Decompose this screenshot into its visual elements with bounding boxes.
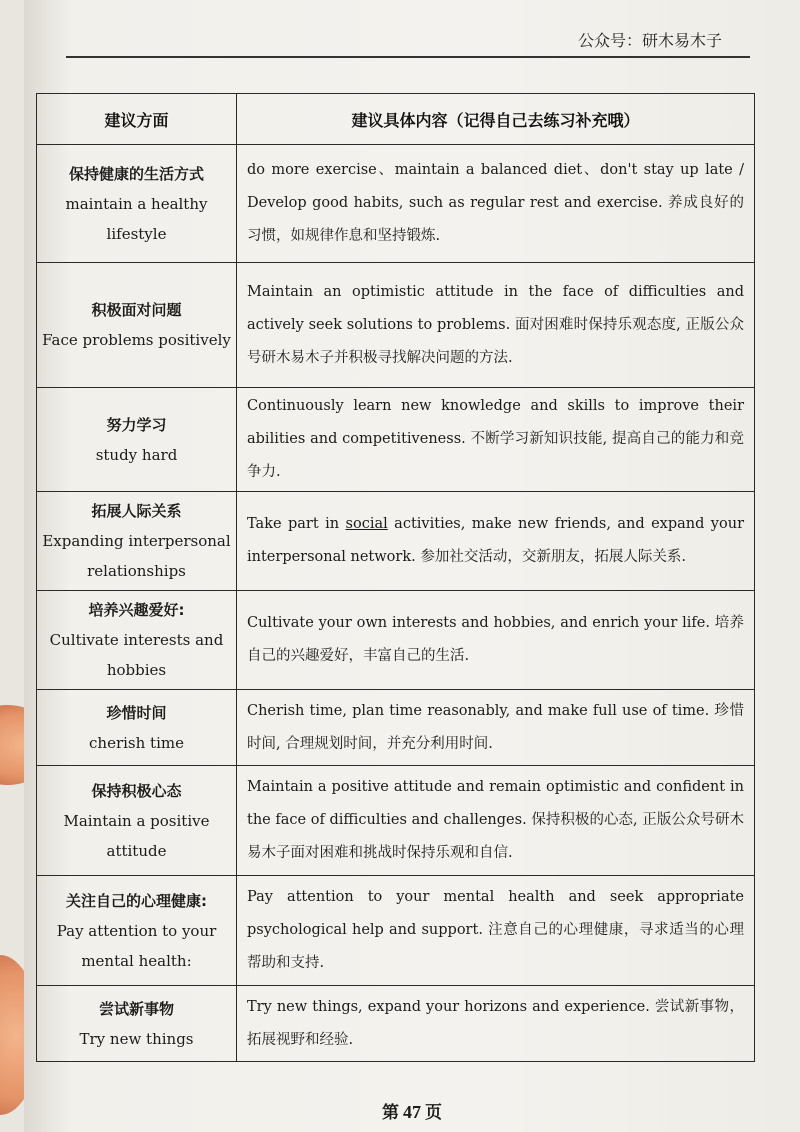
aspect-cell	[37, 766, 237, 876]
table-row	[37, 766, 755, 876]
aspect-en: Pay attention to your mental health:	[56, 921, 217, 970]
aspect-cell	[37, 591, 237, 690]
aspect-zh: 尝试新事物	[98, 999, 174, 1018]
advice-content: Pay attention to your mental health and seek appropriate psychological help and support. 注意自己的心理健康，寻求适当的心理帮助和支持.	[237, 876, 755, 986]
aspect-en: cherish time	[89, 733, 184, 752]
aspect-cell	[37, 986, 237, 1062]
table-row	[37, 986, 755, 1062]
page-prefix: 第	[382, 1103, 399, 1123]
advice-text: Take part in	[247, 516, 346, 532]
table-row	[37, 145, 755, 263]
advice-content: do more exercise、maintain a balanced diet、don't stay up late / Develop good habits, such as regular rest and exercise. 养成良好的习惯，如规律作息和坚持锻炼.	[237, 145, 755, 263]
aspect-zh: 拓展人际关系	[91, 502, 182, 520]
aspect-cell	[37, 145, 237, 263]
aspect-zh: 保持积极心态	[91, 781, 182, 800]
aspect-zh: 保持健康的生活方式	[68, 164, 204, 183]
page-suffix: 页	[425, 1103, 442, 1123]
aspect-cell	[37, 690, 237, 766]
table-row	[37, 388, 755, 492]
page-header: 公众号：研木易木子	[577, 31, 722, 50]
aspect-zh: 珍惜时间	[106, 703, 167, 722]
advice-content: Cherish time, plan time reasonably, and make full use of time. 珍惜时间, 合理规划时间，并充分利用时间.	[237, 690, 755, 766]
header-divider	[66, 56, 750, 58]
advice-content: Maintain an optimistic attitude in the face of difficulties and actively seek solutions to problems. 面对困难时保持乐观态度, 正版公众号研木易木子并积极寻找解决问题的方法.	[237, 263, 755, 388]
table-row	[37, 591, 755, 690]
advice-table	[36, 93, 755, 1062]
column-header-aspect: 建议方面	[37, 94, 237, 145]
table-row	[37, 876, 755, 986]
aspect-en: maintain a healthy lifestyle	[65, 194, 208, 243]
table-row	[37, 492, 755, 591]
advice-content	[237, 492, 755, 591]
table-row	[37, 690, 755, 766]
page-number	[24, 1098, 800, 1123]
advice-content: Cultivate your own interests and hobbies, and enrich your life. 培养自己的兴趣爱好，丰富自己的生活.	[237, 591, 755, 690]
aspect-cell	[37, 876, 237, 986]
advice-text: activities, make new friends, and expand your interpersonal network. 参加社交活动，交新朋友，拓展人际关系.	[247, 516, 744, 565]
aspect-en: Expanding interpersonal relationships	[42, 532, 231, 580]
aspect-zh: 积极面对问题	[91, 301, 182, 319]
aspect-cell	[37, 263, 237, 388]
aspect-zh: 努力学习	[106, 415, 167, 434]
table-row	[37, 263, 755, 388]
aspect-cell	[37, 388, 237, 492]
aspect-zh: 关注自己的心理健康:	[66, 891, 207, 910]
table-header-row	[37, 94, 755, 145]
page-num: 47	[403, 1102, 421, 1122]
aspect-en: Maintain a positive attitude	[63, 811, 210, 860]
aspect-en: Face problems positively	[42, 331, 231, 349]
aspect-zh: 培养兴趣爱好:	[88, 601, 185, 619]
advice-content: Maintain a positive attitude and remain optimistic and confident in the face of difficulties and challenges. 保持积极的心态, 正版公众号研木易木子面对困难和挑战时保持乐观和自信.	[237, 766, 755, 876]
aspect-en: Try new things	[79, 1029, 194, 1048]
advice-content: Try new things, expand your horizons and experience. 尝试新事物，拓展视野和经验.	[237, 986, 755, 1062]
advice-content: Continuously learn new knowledge and skills to improve their abilities and competitiveness. 不断学习新知识技能, 提高自己的能力和竞争力.	[237, 388, 755, 492]
aspect-cell	[37, 492, 237, 591]
aspect-en: study hard	[95, 445, 178, 464]
underlined-word: social	[345, 516, 388, 532]
aspect-en: Cultivate interests and hobbies	[49, 631, 224, 679]
column-header-content: 建议具体内容（记得自己去练习补充哦）	[237, 94, 755, 145]
document-page	[24, 0, 800, 1132]
